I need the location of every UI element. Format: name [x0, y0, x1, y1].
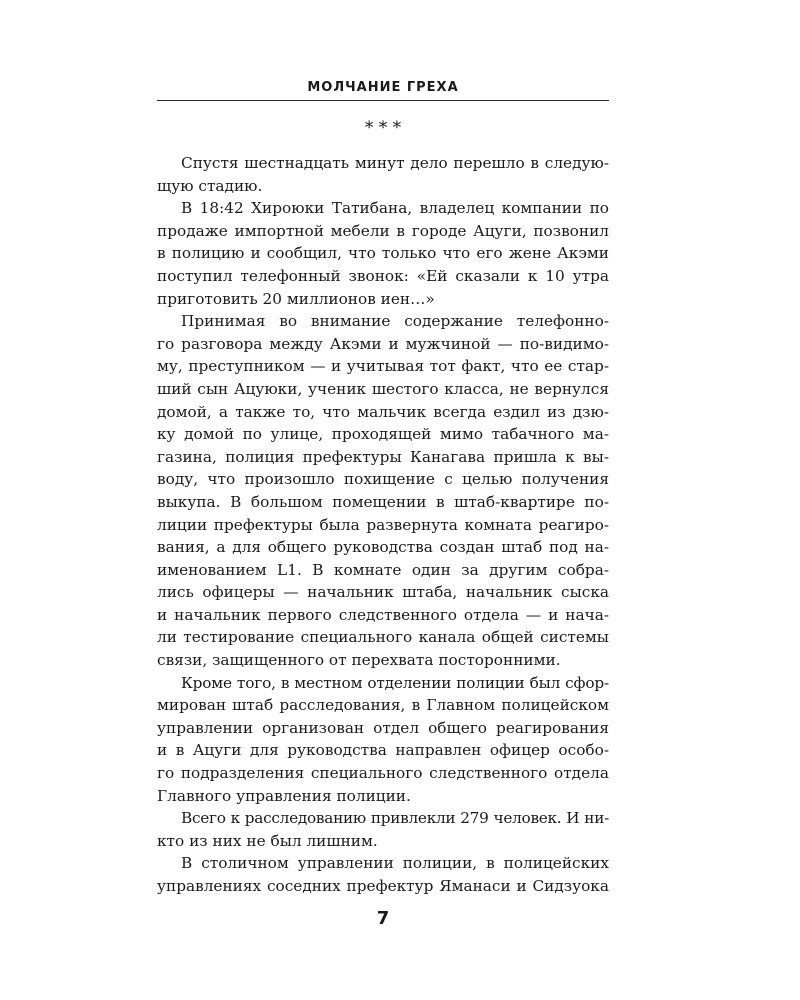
text-line: Кроме того, в местном отделении полиции был сфор- — [181, 673, 609, 692]
header-rule — [157, 100, 609, 101]
text-line: вания, а для общего руководства создан штаб под на- — [157, 538, 609, 557]
text-line: управлениях соседних префектур Яманаси и Сидзуока — [157, 877, 609, 895]
text-line: В 18:42 Хироюки Татибана, владелец компании по — [181, 199, 609, 218]
text-line: ли тестирование специального канала общей системы — [157, 628, 609, 647]
text-line: Главного управления полиции. — [157, 786, 411, 805]
text-line: управлении организован отдел общего реагирования — [157, 718, 609, 737]
text-line: газина, полиция префектуры Канагава пришла к вы- — [157, 447, 609, 466]
text-line: Спустя шестнадцать минут дело перешло в следую- — [181, 154, 609, 172]
text-line: приготовить 20 миллионов иен…» — [157, 289, 435, 308]
text-line: и в Ацуги для руководства направлен офицер особо- — [157, 741, 609, 760]
text-line: в полицию и сообщил, что только что его жене Акэми — [157, 244, 609, 263]
text-line: лись офицеры — начальник штаба, начальник сыска — [157, 583, 609, 602]
text-line: поступил телефонный звонок: «Ей сказали к 10 утра — [157, 266, 609, 285]
text-line: В столичном управлении полиции, в полицейских — [181, 854, 609, 873]
text-line: и начальник первого следственного отдела — и нача- — [157, 605, 609, 624]
page-number: 7 — [376, 908, 390, 929]
text-line: лиции префектуры была развернута комната реагиро- — [157, 515, 609, 534]
running-head-title: МОЛЧАНИЕ ГРЕХА — [307, 80, 459, 95]
text-line: му, преступником — и учитывая тот факт, что ее стар- — [157, 357, 609, 376]
text-line: домой, а также то, что мальчик всегда ездил из дзю- — [157, 402, 609, 421]
text-line: кто из них не был лишним. — [157, 831, 378, 850]
text-line: ку домой по улице, проходящей мимо табачного ма- — [157, 425, 609, 444]
text-line: именованием L1. В комнате один за другим собра- — [157, 560, 609, 579]
text-line: го подразделения специального следственного отдела — [157, 764, 609, 783]
text-line: воду, что произошло похищение с целью получения — [157, 470, 609, 489]
body-text — [157, 152, 609, 898]
text-line: щую стадию. — [157, 176, 263, 195]
text-line: Всего к расследованию привлекли 279 человек. И ни- — [181, 809, 609, 828]
text-line: ший сын Ацуюки, ученик шестого класса, не вернулся — [157, 379, 609, 398]
text-line: го разговора между Акэми и мужчиной — по-видимо- — [157, 334, 609, 353]
text-line: связи, защищенного от перехвата посторонними. — [157, 651, 561, 670]
text-line: Принимая во внимание содержание телефонно- — [181, 312, 609, 331]
section-break-asterisks: * * * — [364, 118, 402, 138]
text-line: продаже импортной мебели в городе Ацуги, позвонил — [157, 221, 609, 240]
text-line: выкупа. В большом помещении в штаб-квартире по- — [157, 492, 609, 511]
text-line: мирован штаб расследования, в Главном полицейском — [157, 696, 609, 715]
